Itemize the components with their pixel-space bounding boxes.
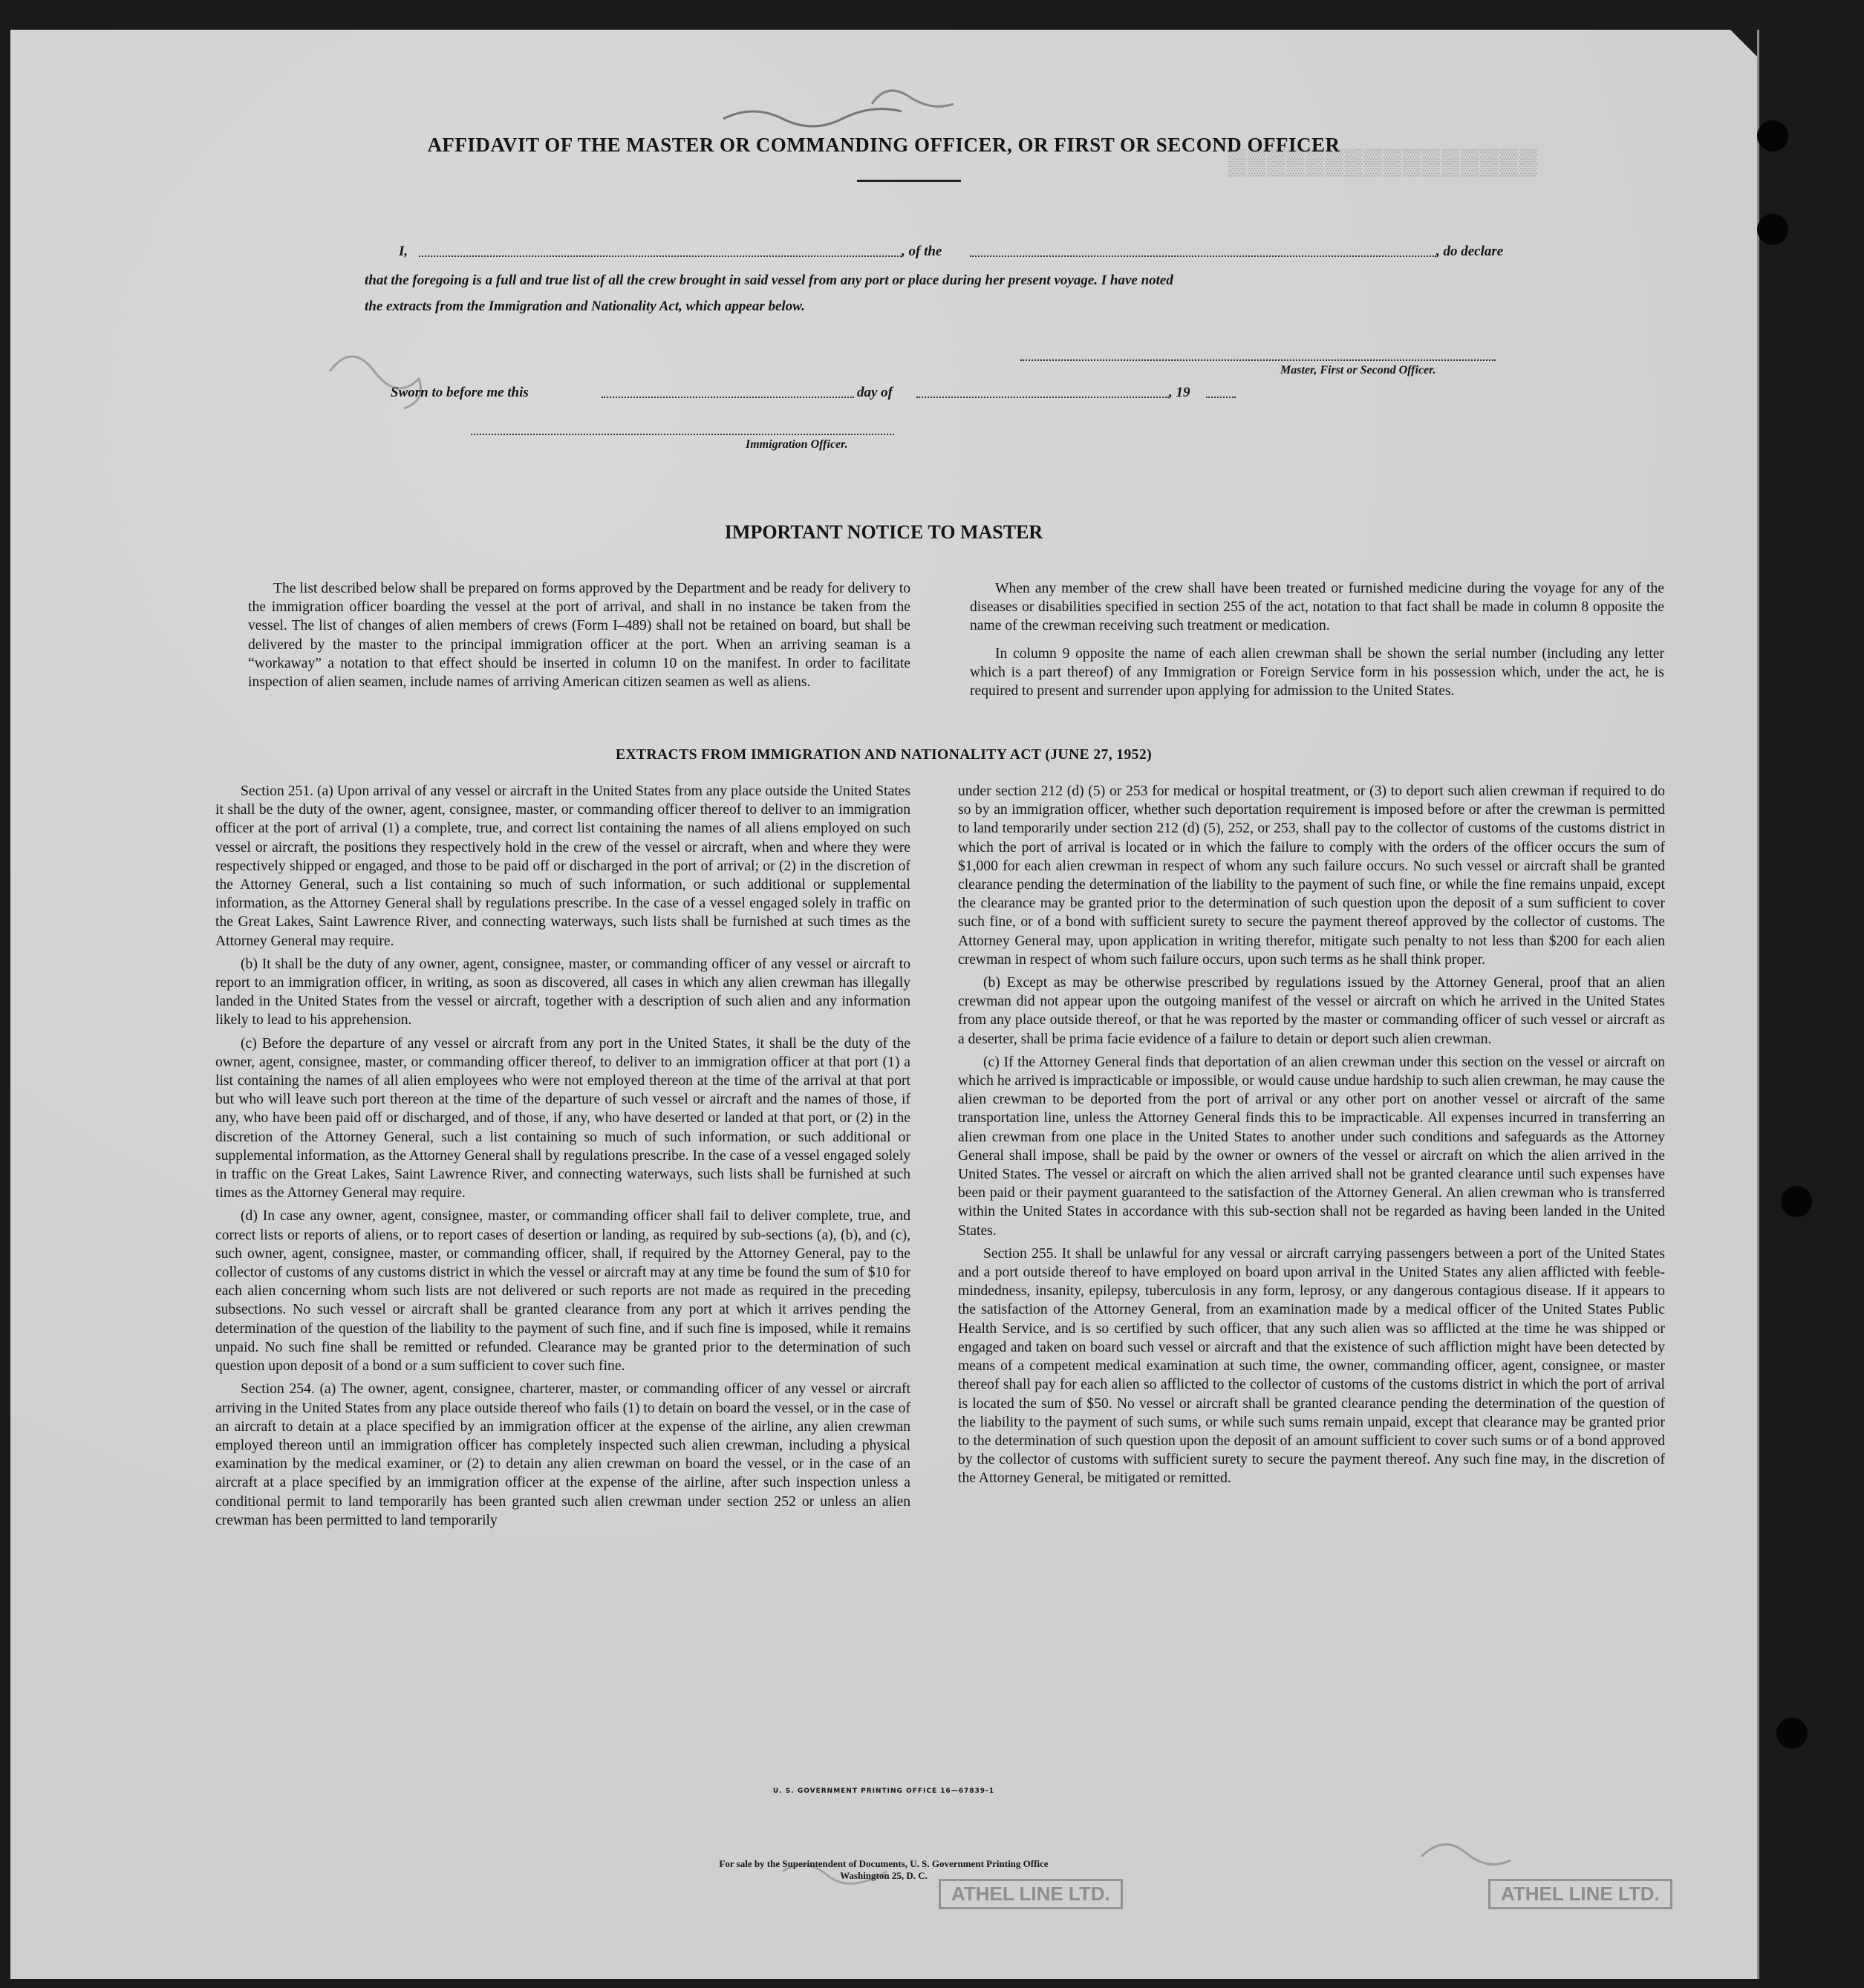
affidavit-declare-label: , do declare bbox=[1436, 244, 1504, 259]
officer-signature-label: Immigration Officer. bbox=[746, 438, 848, 451]
bleed-through-heading: ▒▒▒▒▒▒▒▒▒▒▒▒▒▒▒▒ bbox=[1228, 149, 1539, 176]
scanned-page bbox=[10, 30, 1759, 1979]
notice-right-paragraph-2: In column 9 opposite the name of each alien crewman shall be shown the serial number (including any letter which is a part thereof) of any Immigration or Foreign Service form in his possession which, under the act, he is required to present and surrender upon applying for admission to the United States. bbox=[970, 645, 1664, 700]
notice-right-paragraph-1: When any member of the crew shall have been treated or furnished medicine during the voyage for any of the diseases or disabilities specified in section 255 of the act, notation to that fact shall be made in column 8 opposite the name of the crewman receiving such treatment or medication. bbox=[970, 581, 1664, 634]
notice-title: IMPORTANT NOTICE TO MASTER bbox=[724, 521, 1043, 543]
section-251-b: (b) It shall be the duty of any owner, agent, consignee, master, or commanding officer of any vessel or aircraft to report to an immigration officer, in writing, as soon as discovered, all cases in which any alien crewman has illegally landed in the United States from the vessel or aircraft, together with a description of such alien and any information likely to lead to his apprehension. bbox=[215, 956, 910, 1029]
folded-corner bbox=[1730, 30, 1757, 56]
master-signature-label: Master, First or Second Officer. bbox=[1280, 364, 1436, 377]
binder-hole-2 bbox=[1757, 214, 1788, 245]
company-stamp-right: ATHEL LINE LTD. bbox=[1488, 1879, 1672, 1909]
section-251-c: (c) Before the departure of any vessel or aircraft from any port in the United States, it shall be the duty of the owner, agent, consignee, master, or commanding officer thereof, to deliver to an immigration officer at that port (1) a list containing the names of all alien employees who were not employed thereon at the time of the arrival at that port but who will leave such port thereon at the time of the departure of such vessel or aircraft and the names of those, if any, who have been paid off or discharged, and of those, if any, who have deserted or landed at that port, or (2) in the discretion of the Attorney General, such a list containing so much of such information, or such additional or supplemental information, as the Attorney General shall by regulations prescribe. In the case of a vessel engaged solely in traffic on the Great Lakes, Saint Lawrence River, and connecting waterways, such lists shall be furnished at such times as the Attorney General may require. bbox=[215, 1035, 910, 1202]
year-label: , 19 bbox=[1169, 385, 1190, 400]
gpo-imprint: U. S. GOVERNMENT PRINTING OFFICE 16—67839-1 bbox=[772, 1787, 995, 1795]
day-of-label: day of bbox=[857, 385, 893, 400]
for-sale-line-2: Washington 25, D. C. bbox=[840, 1870, 928, 1881]
affidavit-statement-line1: that the foregoing is a full and true list of all the crew brought in said vessel from any port or place during her present voyage. I have noted bbox=[365, 273, 1173, 288]
company-stamp-left: ATHEL LINE LTD. bbox=[939, 1879, 1123, 1909]
affidavit-i-label: I, bbox=[399, 244, 408, 259]
handwriting-scribbles bbox=[10, 30, 1757, 1979]
binder-hole-1 bbox=[1757, 120, 1788, 151]
section-254-a-continued: under section 212 (d) (5) or 253 for medical or hospital treatment, or (3) to deport such alien crewman if required to do so by an immigration officer, whether such deportation requirement is imposed before or after the crewman is permitted to land temporarily under section 212 (d) (5), 252, or 253, shall pay to the collector of customs of the customs district in which the port of arrival is located or in which the failure to comply with the orders of the officer occurs the sum of $1,000 for each alien crewman in respect of whom any such failure occurs. No such vessel or aircraft shall be granted clearance pending the determination of the liability to the payment of such fine, or while the fine remains unpaid, except the clearance may be granted prior to the determination of such question upon the deposit of a sum sufficient to cover such fine, or of a bond with sufficient surety to secure the payment thereof approved by the collector of customs. The Attorney General may, upon application in writing therefor, mitigate such penalty to not less than $200 for each alien crewman in respect of whom such failure occurs, upon such terms as he shall think proper. bbox=[958, 783, 1665, 968]
notice-left-paragraph: The list described below shall be prepared on forms approved by the Department and be ready for delivery to the immigration officer boarding the vessel at the port of arrival, and shall in no instance be taken from the vessel. The list of changes of alien members of crews (Form I–489) shall not be retained on board, but shall be delivered by the master to the principal immigration officer at the port. When an arriving seaman is a “workaway” a notation to that effect should be inserted in column 10 on the manifest. In order to facilitate inspection of alien seamen, include names of arriving American citizen seamen as well as aliens. bbox=[248, 581, 910, 691]
extracts-title: EXTRACTS FROM IMMIGRATION AND NATIONALITY ACT (JUNE 27, 1952) bbox=[615, 747, 1152, 763]
section-255: Section 255. It shall be unlawful for any vessal or aircraft carrying passengers between a port of the United States and a port outside thereof to have employed on board upon arrival in the United States any alien afflicted with feeble-mindedness, insanity, epilepsy, tuberculosis in any form, leprosy, or any dangerous contagious disease. If it appears to the satisfaction of the Attorney General, from an examination made by a medical officer of the United States Public Health Service, and is so certified by such officer, that any such alien was so afflicted at the time he was shipped or engaged and taken on board such vessel or aircraft and that the existence of such affliction might have been detected by means of a competent medical examination at such time, the owner, commanding officer, agent, consignee, or master thereof shall pay for each alien so afflicted to the collector of customs of the customs district in which the port of arrival is located the sum of $50. No vessel or aircraft shall be granted clearance pending the determination of the question of the liability to the payment of such sums, or while such sums remain unpaid, except that clearance may be granted prior to the determination of such question upon the deposit of an amount sufficient to cover such sums or of a bond approved by the collector of customs with sufficient surety to secure the payment thereof. Any such fine may, in the discretion of the Attorney General, be mitigated or remitted. bbox=[958, 1245, 1665, 1487]
affidavit-of-the-label: , of the bbox=[902, 244, 942, 259]
section-251-a: Section 251. (a) Upon arrival of any vessel or aircraft in the United States from any place outside the United States it shall be the duty of the owner, agent, consignee, master, or commanding officer thereof to deliver to an immigration officer at the port of arrival (1) a complete, true, and correct list containing the names of all aliens employed on such vessel or aircraft, the positions they respectively hold in the crew of the vessel or aircraft, when and where they were respectively shipped or engaged, and those to be paid off or discharged in the port of arrival; or (2) in the discretion of the Attorney General, such a list containing so much of such information, or such additional or supplemental information, as the Attorney General shall by regulations prescribe. In the case of a vessel engaged solely in traffic on the Great Lakes, Saint Lawrence River, and connecting waterways, such lists shall be furnished at such times as the Attorney General may require. bbox=[215, 783, 910, 949]
affidavit-title: AFFIDAVIT OF THE MASTER OR COMMANDING OFFICER, OR FIRST OR SECOND OFFICER bbox=[427, 134, 1340, 156]
section-251-d: (d) In case any owner, agent, consignee, master, or commanding officer shall fail to deliver complete, true, and correct lists or reports of aliens, or to report cases of desertion or landing, as required by sub-sections (a), (b), and (c), such owner, agent, consignee, master, or commanding officer, shall, if required by the Attorney General, pay to the collector of customs of any customs district in which the vessel or aircraft may at any time be found the sum of $10 for each alien concerning whom such lists are not delivered or such reports are not made as required in the preceding subsections. No such vessel or aircraft shall be granted clearance from any port at which it arrives pending the determination of the question of the liability to the payment of such fine, and if such fine is imposed, while it remains unpaid. No such fine shall be remitted or refunded. Clearance may be granted prior to the determination of such question upon deposit of a bond or a sum sufficient to cover such fine. bbox=[215, 1208, 910, 1375]
sworn-label: Sworn to before me this bbox=[391, 385, 529, 400]
section-254-c: (c) If the Attorney General finds that deportation of an alien crewman under this section on the vessel or aircraft on which he arrived is impracticable or impossible, or would cause undue hardship to such alien crewman, he may cause the alien crewman to be deported from the port of arrival or any other port on another vessel or aircraft of the same transportation line, unless the Attorney General finds this to be impracticable. All expenses incurred in transferring an alien crewman from one place in the United States to another under such conditions and safeguards as the Attorney General shall impose, shall be paid by the owner or owners of the vessel or aircraft on which the alien arrived in the United States. The vessel or aircraft on which the alien arrived shall not be granted clearance until such expenses have been paid or their payment guaranteed to the satisfaction of the Attorney General. An alien crewman who is transferred within the United States in accordance with this sub-section shall not be regarded as having been landed in the United States. bbox=[958, 1054, 1665, 1239]
affidavit-statement-line2: the extracts from the Immigration and Nationality Act, which appear below. bbox=[365, 299, 805, 314]
section-254-a: Section 254. (a) The owner, agent, consignee, charterer, master, or commanding officer of any vessel or aircraft arriving in the United States from any place outside thereof who fails (1) to detain on board the vessel, or in the case of an aircraft to detain at a place specified by an immigration officer at the expense of the airline, any alien crewman employed thereon until an immigration officer has completely inspected such alien crewman, including a physical examination by the medical examiner, or (2) to detain any alien crewman on board the vessel, or in the case of an aircraft at a place specified by an immigration officer at the expense of the airline, after such inspection unless a conditional permit to land temporarily has been granted such alien crewman under section 252 or unless an alien crewman has been permitted to land temporarily bbox=[215, 1381, 910, 1528]
binder-hole-3 bbox=[1781, 1186, 1812, 1217]
for-sale-line-1: For sale by the Superintendent of Documents, U. S. Government Printing Office bbox=[719, 1858, 1049, 1869]
section-254-b: (b) Except as may be otherwise prescribed by regulations issued by the Attorney General, proof that an alien crewman did not appear upon the outgoing manifest of the vessel or aircraft on which he arrived in the United States from any place outside thereof, or that he was reported by the master or commanding officer of such vessel or aircraft as a deserter, shall be prima facie evidence of a failure to detain or deport such alien crewman. bbox=[958, 975, 1665, 1047]
binder-hole-4 bbox=[1776, 1718, 1808, 1749]
